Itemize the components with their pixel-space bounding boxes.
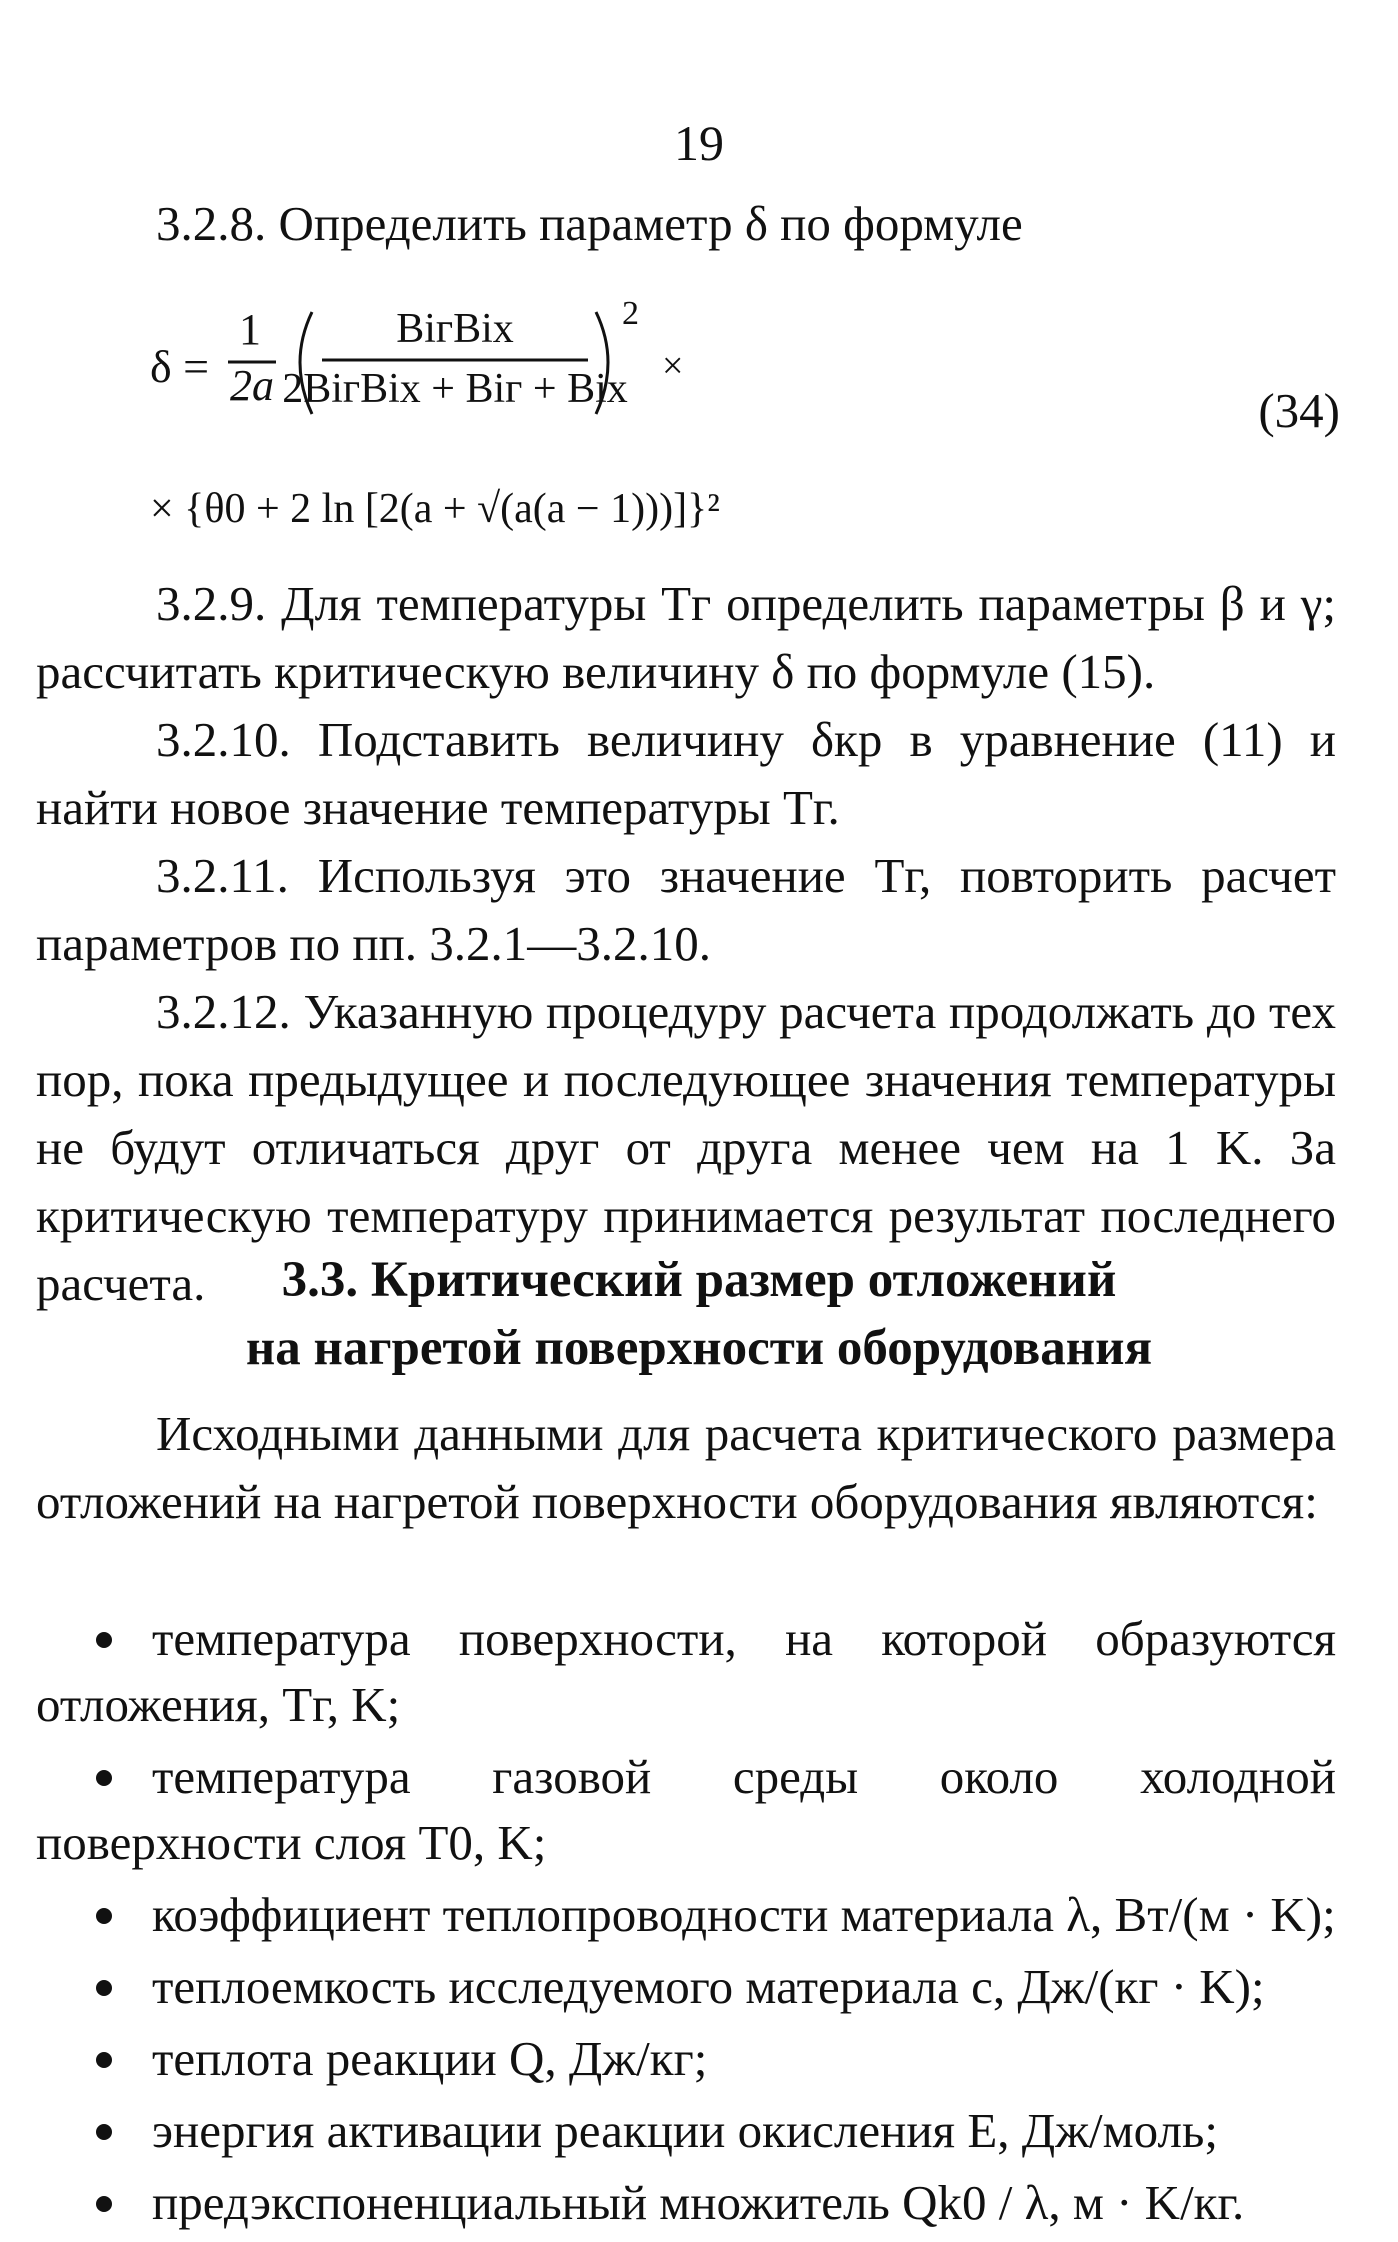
list-item-text: энергия активации реакции окисления E, Дж/моль; [152, 2103, 1218, 2158]
bullet-icon [96, 1770, 112, 1786]
bullet-icon [96, 1908, 112, 1924]
bullet-list [36, 1606, 1336, 2242]
intro-text: Исходными данными для расчета критического размера отложений на нагретой поверхности оборудования являются: [36, 1406, 1336, 1529]
list-item [36, 2026, 1336, 2092]
formula-graphic [150, 282, 1340, 542]
formula-power: 2 [622, 295, 639, 332]
list-item-text: теплоемкость исследуемого материала c, Дж/(кг · K); [152, 1959, 1265, 2014]
bullet-icon [96, 2124, 112, 2140]
list-item-text: теплота реакции Q, Дж/кг; [152, 2031, 708, 2086]
paragraph-3-2-10: 3.2.10. Подставить величину δкр в уравнение (11) и найти новое значение температуры Tг. [36, 712, 1336, 835]
list-item [36, 1882, 1336, 1948]
list-item [36, 1744, 1336, 1876]
section-heading [0, 1246, 1398, 1382]
formula-frac-num: 1 [239, 305, 261, 354]
heading-line-2: на нагретой поверхности оборудования [245, 1320, 1153, 1376]
paragraph-3-2-9: 3.2.9. Для температуры Tг определить параметры β и γ; рассчитать критическую величину δ по формуле (15). [36, 576, 1336, 699]
heading-line-1: 3.3. Критический размер отложений [281, 1252, 1117, 1308]
page-number: 19 [674, 115, 724, 171]
formula-34 [150, 282, 1340, 542]
formula-inner-num: BiгBiх [396, 306, 514, 352]
formula-lhs: δ = [150, 341, 210, 392]
paragraph-text: 3.2.8. Определить параметр δ по формуле [156, 196, 1023, 251]
formula-frac-den: 2a [230, 361, 274, 410]
intro-paragraph [36, 1400, 1336, 1536]
formula-inner-den: 2BiгBiх + Biг + Biх [282, 366, 628, 412]
bullet-icon [96, 1632, 112, 1648]
bullet-icon [96, 1980, 112, 1996]
bullet-icon [96, 2196, 112, 2212]
formula-line2: × {θ0 + 2 ln [2(a + √(a(a − 1)))]}² [150, 486, 720, 532]
list-item-text: коэффициент теплопроводности материала λ, Вт/(м · K); [152, 1887, 1336, 1942]
list-item [36, 1606, 1336, 1738]
paragraph-3-2-8 [36, 190, 1336, 258]
list-item-text: предэкспоненциальный множитель Qk0 / λ, м · K/кг. [152, 2175, 1245, 2230]
list-item [36, 1954, 1336, 2020]
paragraph-3-2-12: 3.2.12. Указанную процедуру расчета продолжать до тех пор, пока предыдущее и последующее значения температуры не будут отличаться друг от друга менее чем на 1 K. За критическую температуру принимается результат последнего расчета. [36, 984, 1336, 1311]
formula-times: × [662, 345, 684, 387]
list-item [36, 2170, 1336, 2236]
equation-number: (34) [1258, 383, 1340, 438]
paragraph-3-2-11: 3.2.11. Используя это значение Tг, повторить расчет параметров по пп. 3.2.1—3.2.10. [36, 848, 1336, 971]
main-paragraphs [36, 570, 1336, 1318]
list-item-text: температура газовой среды около холодной поверхности слоя T0, K; [36, 1749, 1336, 1870]
list-item-text: температура поверхности, на которой образуются отложения, Tг, K; [36, 1611, 1336, 1732]
bullet-icon [96, 2052, 112, 2068]
list-item [36, 2098, 1336, 2164]
